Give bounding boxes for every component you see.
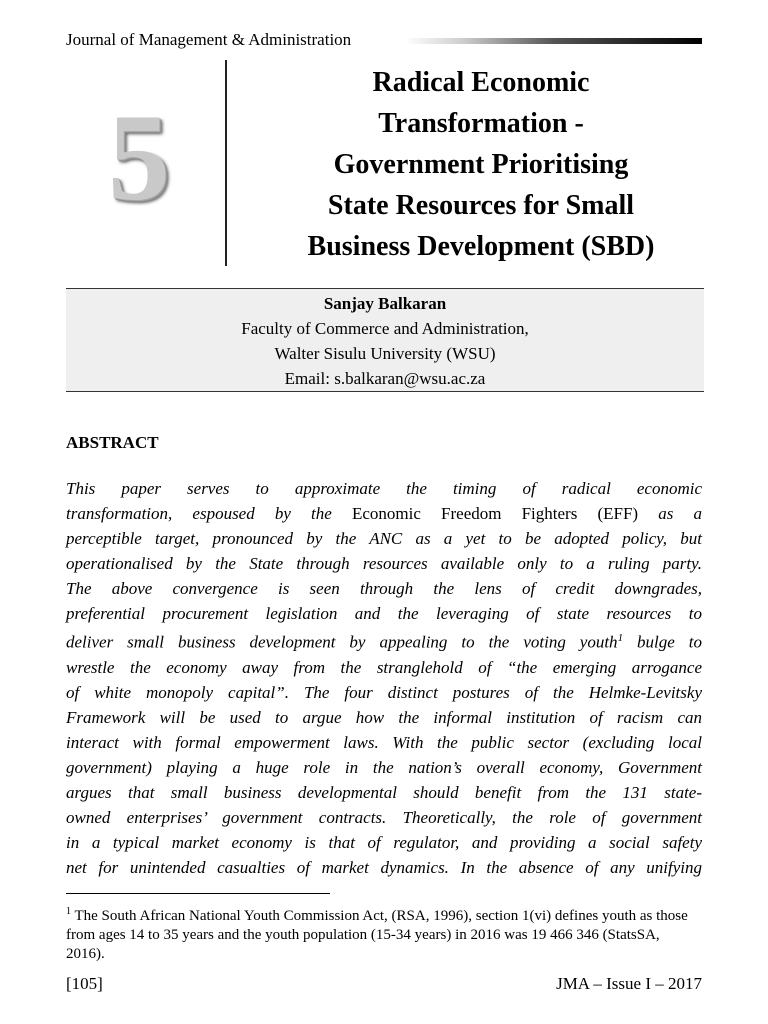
chapter-number: 5 bbox=[108, 89, 170, 226]
journal-name: Journal of Management & Administration bbox=[66, 30, 352, 49]
issue-label: JMA – Issue I – 2017 bbox=[556, 974, 702, 993]
abstract-line: This paper serves to approximate the timing of radical economic bbox=[66, 479, 702, 498]
author-university: Walter Sisulu University (WSU) bbox=[274, 344, 496, 363]
abstract-line: interact with formal empowerment laws. With the public sector (excluding local bbox=[66, 732, 702, 752]
author-email: Email: s.balkaran@wsu.ac.za bbox=[284, 369, 486, 388]
footnote-text: The South African National Youth Commission Act, (RSA, 1996), section 1(vi) defines youth as those from ages 14 to 35 years and the youth population (15-34 years) in 2016 was 19 466 346 (StatsSA, 2016). bbox=[66, 908, 688, 962]
abstract-line bbox=[66, 501, 702, 526]
abstract-line: Framework will be used to argue how the informal institution of racism can bbox=[66, 707, 702, 727]
footnote-mark: 1 bbox=[66, 906, 71, 917]
abstract-line bbox=[66, 626, 702, 655]
footnote-rule bbox=[66, 893, 330, 894]
header-rule bbox=[405, 38, 702, 44]
abstract-line-text: transformation, espoused by the bbox=[66, 504, 352, 523]
author-name: Sanjay Balkaran bbox=[323, 294, 447, 313]
abstract-line-text: deliver small business development by appealing to the voting youth bbox=[66, 632, 618, 652]
abstract-line: perceptible target, pronounced by the ANC as a yet to be adopted policy, but bbox=[66, 529, 702, 548]
article-title bbox=[258, 62, 704, 267]
abstract-line: wrestle the economy away from the stranglehold of “the emerging arrogance bbox=[66, 657, 702, 677]
abstract-heading: ABSTRACT bbox=[66, 433, 159, 452]
title-line: State Resources for Small bbox=[327, 190, 635, 221]
title-line: Radical Economic bbox=[372, 67, 590, 98]
footnote bbox=[66, 902, 702, 964]
footnote-reference[interactable]: 1 bbox=[617, 632, 624, 644]
title-line: Business Development (SBD) bbox=[307, 231, 655, 262]
abstract-line: owned enterprises’ government contracts. Theoretically, the role of government bbox=[66, 807, 702, 827]
abstract-line: operationalised by the State through resources available only to a ruling party. bbox=[66, 554, 702, 573]
author-faculty: Faculty of Commerce and Administration, bbox=[241, 319, 529, 338]
abstract-line-tail: bulge to bbox=[623, 632, 702, 652]
abstract-line: in a typical market economy is that of regulator, and providing a social safety bbox=[66, 832, 702, 852]
title-line: Government Prioritising bbox=[333, 149, 629, 180]
abstract-line: preferential procurement legislation and the leveraging of state resources to bbox=[66, 604, 702, 623]
abstract-line-tail: as a bbox=[638, 504, 702, 523]
page-number: [105] bbox=[66, 974, 103, 993]
eff-name: Economic Freedom Fighters (EFF) bbox=[351, 504, 639, 523]
vertical-divider bbox=[225, 60, 227, 266]
abstract-line: government) playing a huge role in the nation’s overall economy, Government bbox=[66, 757, 702, 777]
abstract-line: The above convergence is seen through the lens of credit downgrades, bbox=[66, 579, 702, 598]
abstract-body bbox=[66, 476, 702, 880]
title-line: Transformation - bbox=[378, 108, 584, 139]
author-block bbox=[66, 288, 704, 392]
abstract-line: of white monopoly capital”. The four distinct postures of the Helmke-Levitsky bbox=[66, 682, 702, 702]
abstract-line: argues that small business developmental should benefit from the 131 state- bbox=[66, 782, 702, 802]
abstract-line: net for unintended casualties of market dynamics. In the absence of any unifying bbox=[66, 857, 702, 877]
